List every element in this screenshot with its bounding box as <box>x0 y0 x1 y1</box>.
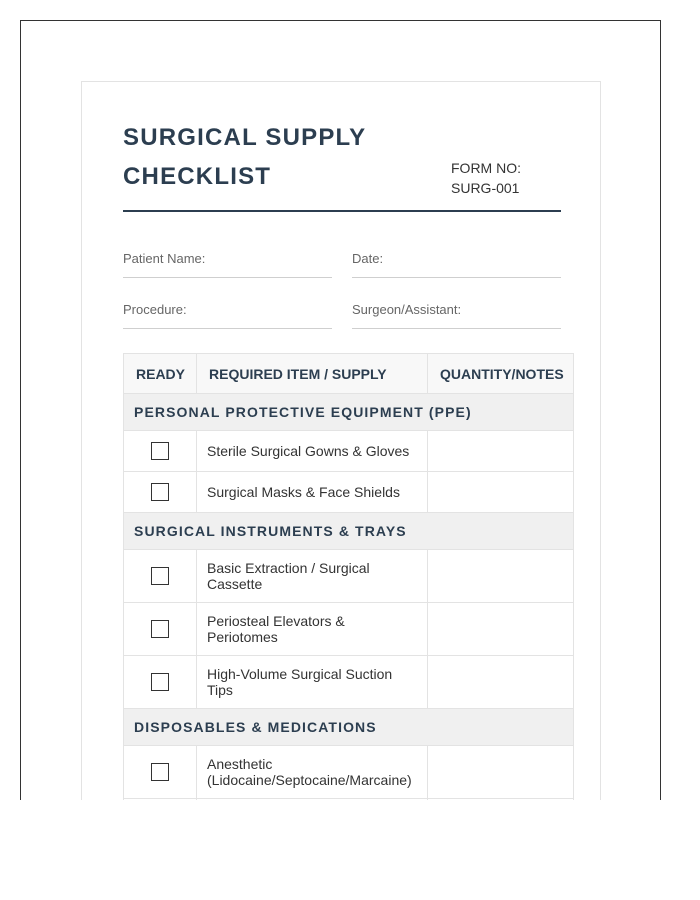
table-row <box>124 431 574 472</box>
quantity-notes-cell[interactable] <box>428 656 574 709</box>
surgeon-assistant-field[interactable] <box>352 303 561 329</box>
section-row-disposables <box>124 709 574 746</box>
table-row <box>124 656 574 709</box>
quantity-notes-cell[interactable] <box>428 746 574 799</box>
title-divider <box>123 210 561 212</box>
quantity-notes-cell[interactable] <box>428 603 574 656</box>
page-frame <box>20 20 661 800</box>
header-quantity-notes: QUANTITY/NOTES <box>428 354 574 394</box>
ready-checkbox[interactable] <box>151 567 169 585</box>
procedure-field[interactable] <box>123 303 332 329</box>
section-title: PERSONAL PROTECTIVE EQUIPMENT (PPE) <box>124 394 574 431</box>
table-row <box>124 472 574 513</box>
form-number <box>451 158 521 198</box>
item-name: Anesthetic (Lidocaine/Septocaine/Marcaine) <box>197 746 428 799</box>
form-number-label: FORM NO: <box>451 160 521 176</box>
header-item: REQUIRED ITEM / SUPPLY <box>197 354 428 394</box>
section-title: DISPOSABLES & MEDICATIONS <box>124 709 574 746</box>
item-name: Surgical Masks & Face Shields <box>197 472 428 513</box>
ready-checkbox[interactable] <box>151 442 169 460</box>
checklist-sheet <box>81 81 601 800</box>
section-row-instruments <box>124 513 574 550</box>
ready-checkbox[interactable] <box>151 763 169 781</box>
procedure-label: Procedure: <box>123 302 187 317</box>
table-header-row <box>124 354 574 394</box>
quantity-notes-cell[interactable] <box>428 472 574 513</box>
section-title: SURGICAL INSTRUMENTS & TRAYS <box>124 513 574 550</box>
header-ready: READY <box>124 354 197 394</box>
item-name: Periosteal Elevators & Periotomes <box>197 603 428 656</box>
patient-name-field[interactable] <box>123 252 332 278</box>
quantity-notes-cell[interactable] <box>428 431 574 472</box>
ready-checkbox[interactable] <box>151 483 169 501</box>
ready-checkbox[interactable] <box>151 673 169 691</box>
form-number-value: SURG-001 <box>451 180 520 196</box>
table-row <box>124 550 574 603</box>
quantity-notes-cell[interactable] <box>428 550 574 603</box>
date-field[interactable] <box>352 252 561 278</box>
date-label: Date: <box>352 251 384 266</box>
table-row <box>124 746 574 799</box>
surgeon-assistant-label: Surgeon/Assistant: <box>352 302 462 317</box>
title-line-1: SURGICAL SUPPLY <box>123 124 367 151</box>
ready-checkbox[interactable] <box>151 620 169 638</box>
section-row-ppe <box>124 394 574 431</box>
item-name: High-Volume Surgical Suction Tips <box>197 656 428 709</box>
supply-checklist-table <box>123 353 574 800</box>
patient-name-label: Patient Name: <box>123 251 206 266</box>
item-name: Basic Extraction / Surgical Cassette <box>197 550 428 603</box>
table-row <box>124 603 574 656</box>
form-title <box>123 118 366 196</box>
table-row <box>124 799 574 801</box>
title-line-2: CHECKLIST <box>123 163 272 190</box>
item-name: Sterile Surgical Gowns & Gloves <box>197 431 428 472</box>
